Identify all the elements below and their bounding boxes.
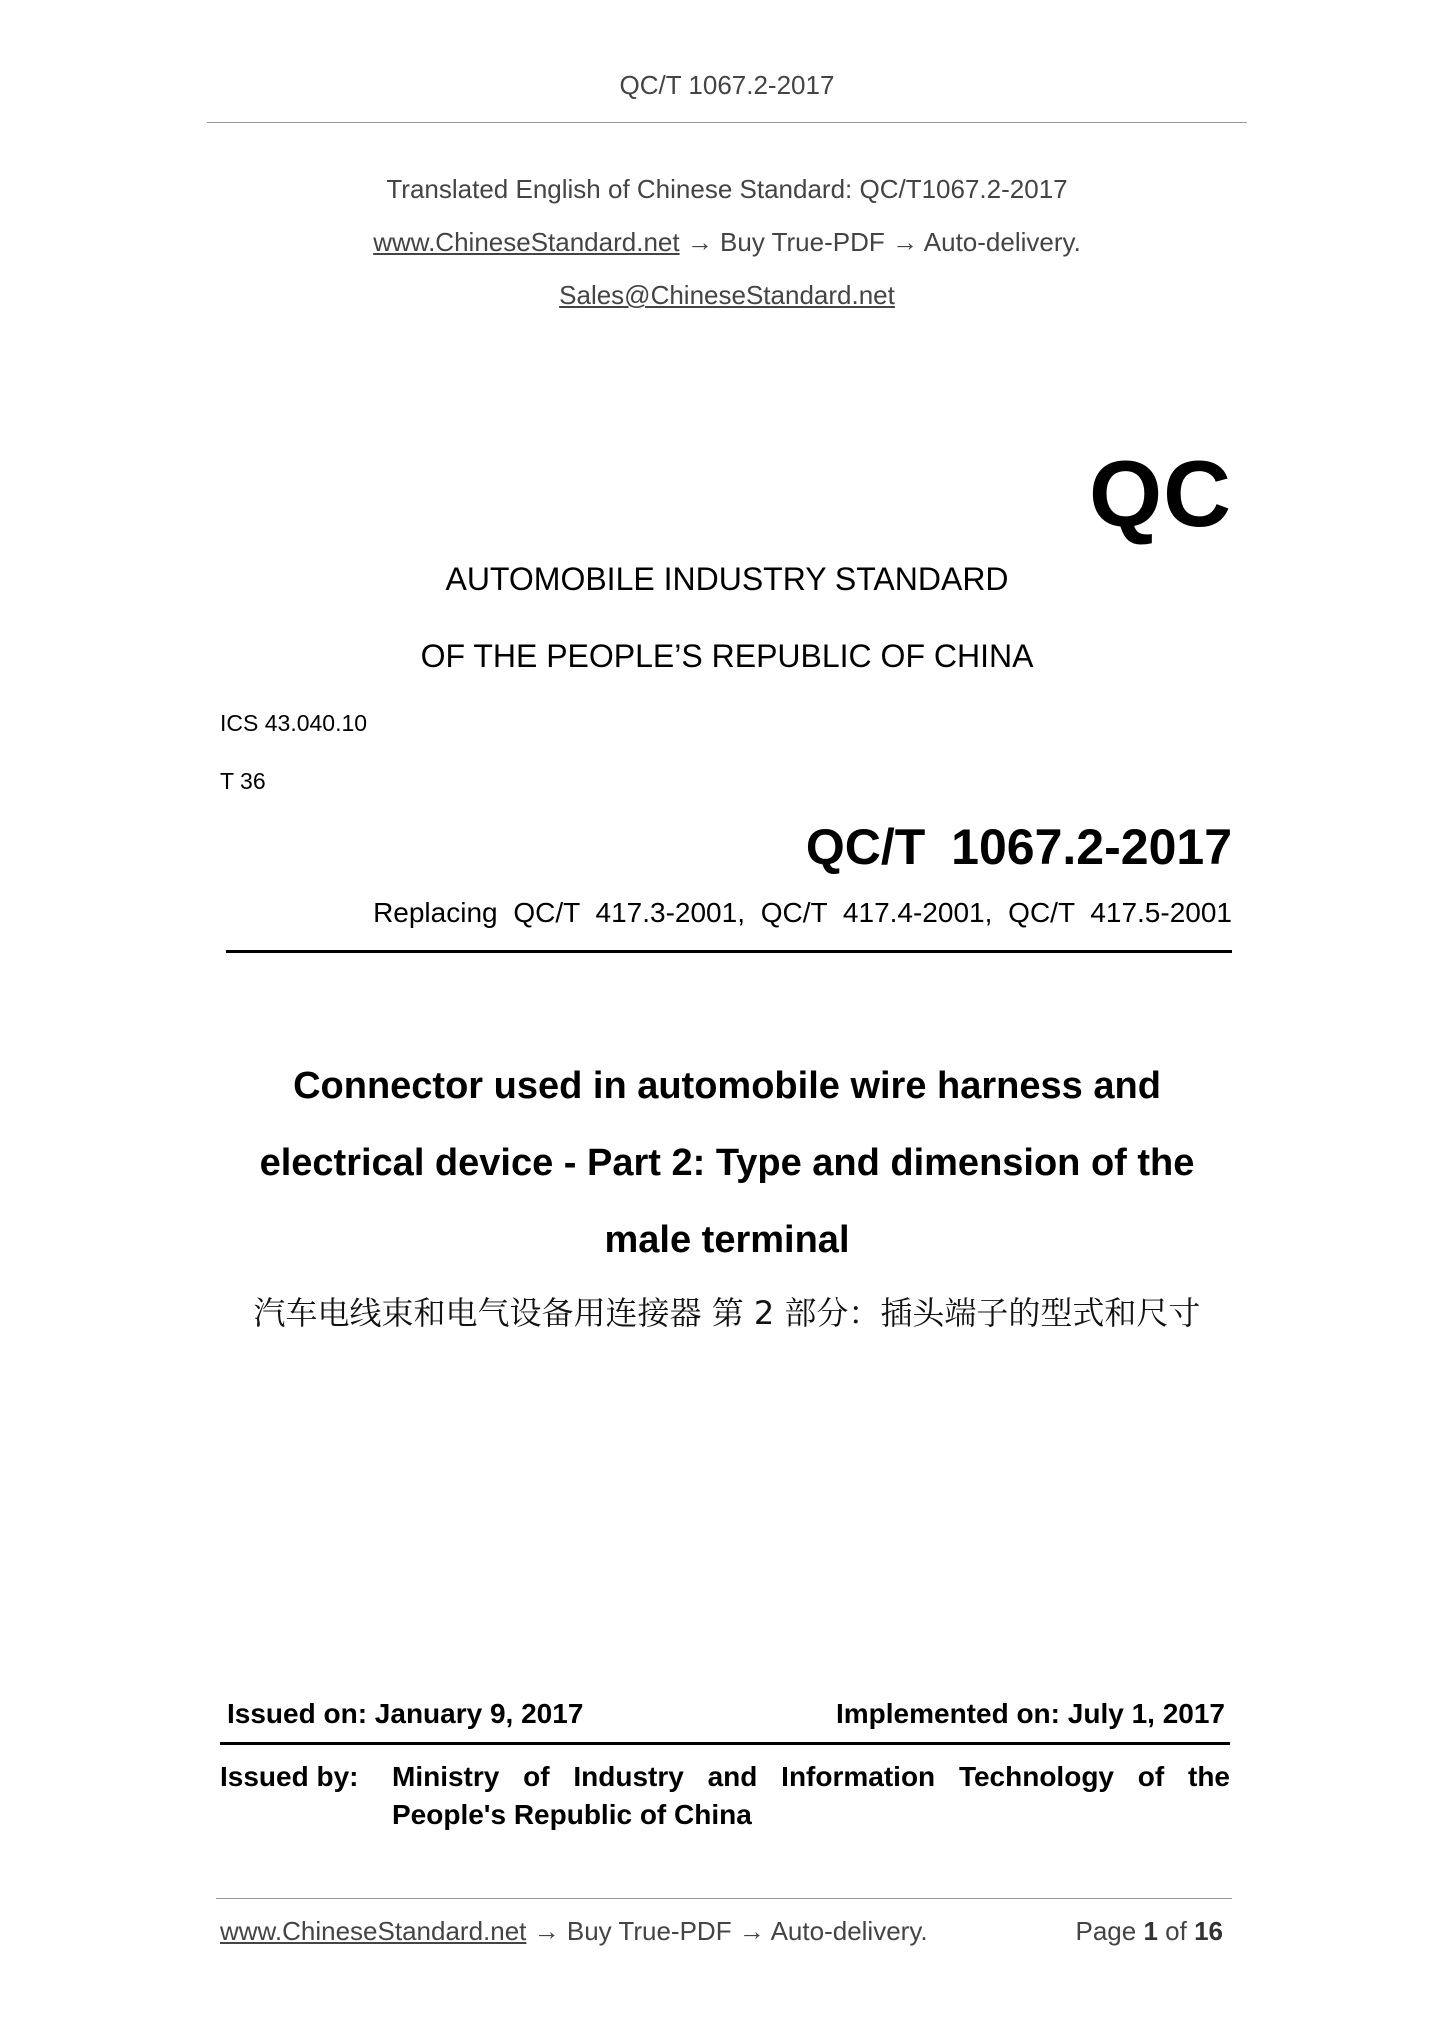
promo-buy-line	[207, 227, 1247, 258]
header-standard-code: QC/T 1067.2-2017	[619, 70, 835, 100]
issued-by-label: Issued by:	[220, 1761, 359, 1792]
page-total: 16	[1194, 1916, 1223, 1946]
replacing-note: Replacing QC/T 417.3-2001, QC/T 417.4-2001, QC/T 417.5-2001	[373, 897, 1232, 928]
standard-number: QC/T 1067.2-2017	[805, 819, 1232, 875]
promo-translated-line: Translated English of Chinese Standard: QC/T1067.2-2017	[386, 174, 1068, 204]
chinese-title: 汽车电线束和电气设备用连接器 第 2 部分：插头端子的型式和尺寸	[253, 1294, 1201, 1332]
title-line-3: male terminal	[604, 1219, 850, 1261]
site-link[interactable]: www.ChineseStandard.net	[373, 227, 680, 257]
qc-mark: QC	[1089, 441, 1232, 546]
issued-by-value: Ministry of Industry and Information Technology of the People's Republic of China	[392, 1761, 1230, 1830]
org-line-2: OF THE PEOPLE’S REPUBLIC OF CHINA	[420, 638, 1034, 674]
footer-buy-text: → Buy True-PDF → Auto-delivery.	[533, 1916, 928, 1946]
promo-email-line	[207, 280, 1247, 311]
email-link[interactable]: Sales@ChineseStandard.net	[559, 280, 895, 310]
promo-buy-text: → Buy True-PDF → Auto-delivery.	[686, 227, 1081, 257]
implemented-on: Implemented on: July 1, 2017	[835, 1698, 1225, 1729]
title-line-2: electrical device - Part 2: Type and dimension of the	[259, 1142, 1195, 1184]
footer-promo	[220, 1916, 928, 1947]
t-code: T 36	[220, 768, 266, 794]
title-rule	[226, 950, 1232, 953]
issue-rule	[220, 1742, 1230, 1745]
footer-divider	[216, 1898, 1232, 1899]
header-divider	[207, 122, 1247, 123]
page-of: of	[1165, 1916, 1187, 1946]
page-label: Page	[1075, 1916, 1137, 1946]
issued-by	[220, 1758, 1230, 1834]
document-title	[207, 1048, 1247, 1279]
footer-site-link[interactable]: www.ChineseStandard.net	[220, 1916, 527, 1946]
issued-on: Issued on: January 9, 2017	[227, 1698, 584, 1729]
ics-code: ICS 43.040.10	[220, 710, 368, 736]
page-current: 1	[1143, 1916, 1158, 1946]
title-line-1: Connector used in automobile wire harness and	[293, 1065, 1161, 1107]
page-number	[1075, 1916, 1223, 1947]
org-line-1: AUTOMOBILE INDUSTRY STANDARD	[445, 561, 1009, 597]
